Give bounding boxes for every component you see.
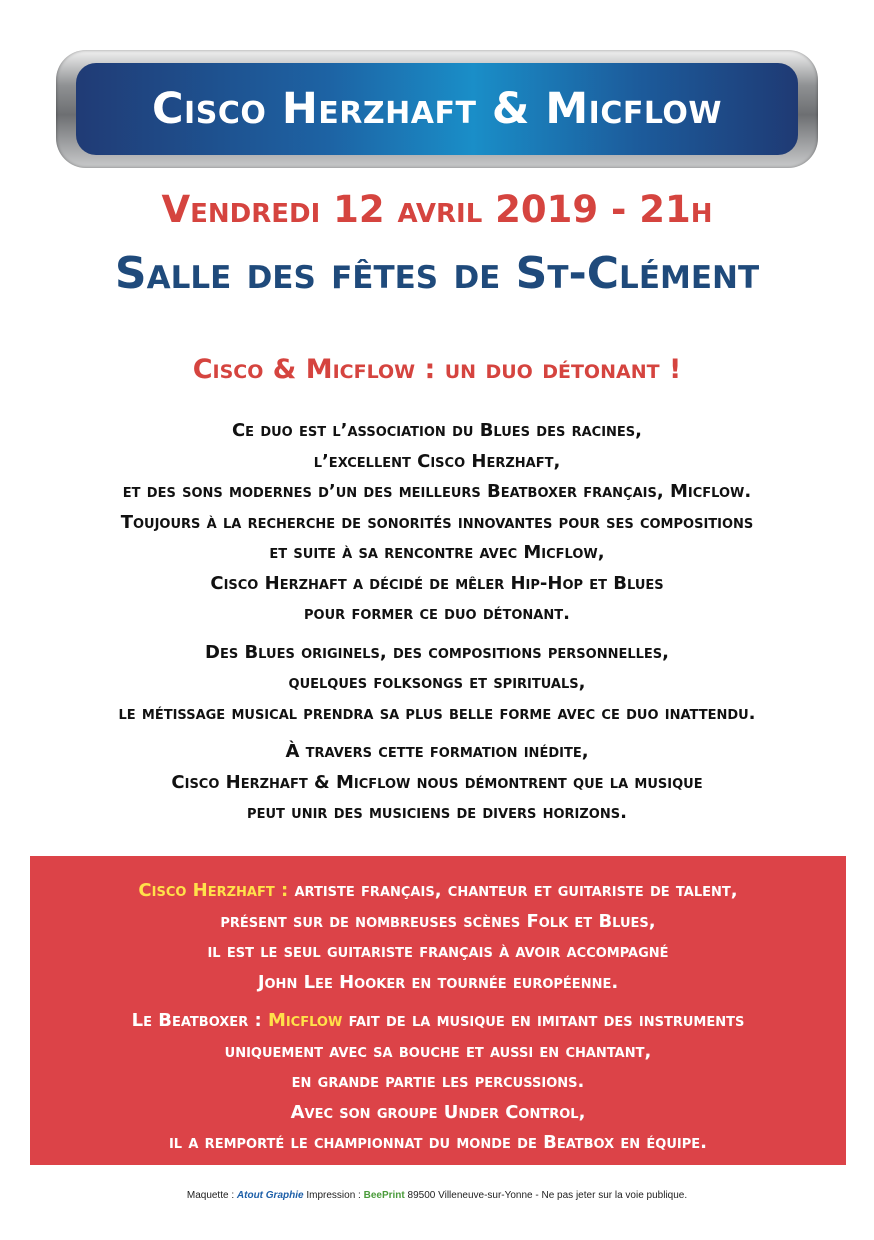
description-block (0, 416, 874, 829)
desc-line: l’excellent Cisco Herzhaft, (313, 450, 561, 472)
desc-line: Cisco Herzhaft & Micflow nous démontrent que la musique (171, 771, 703, 793)
cisco-bio-line: il est le seul guitariste français à avoir accompagné (207, 941, 669, 962)
desc-line: Cisco Herzhaft a décidé de mêler Hip-Hop et Blues (210, 572, 664, 594)
desc-line: le métissage musical prendra sa plus belle forme avec ce duo inattendu. (118, 702, 756, 724)
micflow-name: Micflow (267, 1010, 343, 1031)
event-date: Vendredi 12 avril 2019 - 21h (161, 188, 713, 231)
micflow-bio-line: il a remporté le championnat du monde de Beatbox en équipe. (168, 1132, 708, 1153)
impression-label: Impression : (306, 1190, 361, 1201)
desc-line: À travers cette formation inédite, (285, 741, 589, 762)
maquette-label: Maquette : (186, 1190, 235, 1201)
desc-line: peut unir des musiciens de divers horizons. (247, 802, 627, 823)
desc-line: Des Blues originels, des compositions personnelles, (205, 641, 669, 663)
cisco-bio-line: John Lee Hooker en tournée européenne. (257, 971, 619, 993)
footer-credits (0, 1190, 874, 1201)
intro-subtitle: Cisco & Micflow : un duo détonant ! (192, 354, 682, 385)
desc-line: quelques folksongs et spirituals, (288, 672, 586, 693)
micflow-bio-text: fait de la musique en imitant des instruments (342, 1010, 745, 1031)
micflow-bio-line: Avec son groupe Under Control, (290, 1101, 586, 1123)
event-venue: Salle des fêtes de St-Clément (114, 248, 760, 299)
micflow-bio-line: uniquement avec sa bouche et aussi en chantant, (224, 1040, 652, 1062)
cisco-name: Cisco Herzhaft : (138, 880, 289, 901)
micflow-prefix: Le Beatboxer : (131, 1010, 268, 1031)
cisco-bio-line (30, 876, 846, 907)
desc-line: pour former ce duo détonant. (304, 603, 570, 624)
desc-line: et suite à sa rencontre avec Micflow, (269, 542, 605, 563)
title-banner-inner (76, 63, 798, 155)
title-banner (56, 50, 818, 168)
footer-address: 89500 Villeneuve-sur-Yonne - Ne pas jeter sur la voie publique. (407, 1190, 688, 1201)
micflow-bio-line: en grande partie les percussions. (291, 1071, 585, 1092)
bios-box (30, 856, 846, 1165)
artist-title: Cisco Herzhaft & Micflow (152, 84, 722, 134)
cisco-bio-text: artiste français, chanteur et guitariste de talent, (288, 880, 738, 901)
atout-graphie-logo: Atout Graphie (236, 1190, 304, 1201)
desc-line: Toujours à la recherche de sonorités innovantes pour ses compositions (120, 511, 754, 533)
desc-line: Ce duo est l’association du Blues des racines, (231, 420, 643, 441)
desc-line: et des sons modernes d’un des meilleurs Beatboxer français, Micflow. (122, 481, 752, 502)
cisco-bio-line: présent sur de nombreuses scènes Folk et Blues, (220, 910, 656, 932)
micflow-bio-line (30, 1006, 846, 1037)
beeprint-logo: BeePrint (363, 1190, 405, 1201)
